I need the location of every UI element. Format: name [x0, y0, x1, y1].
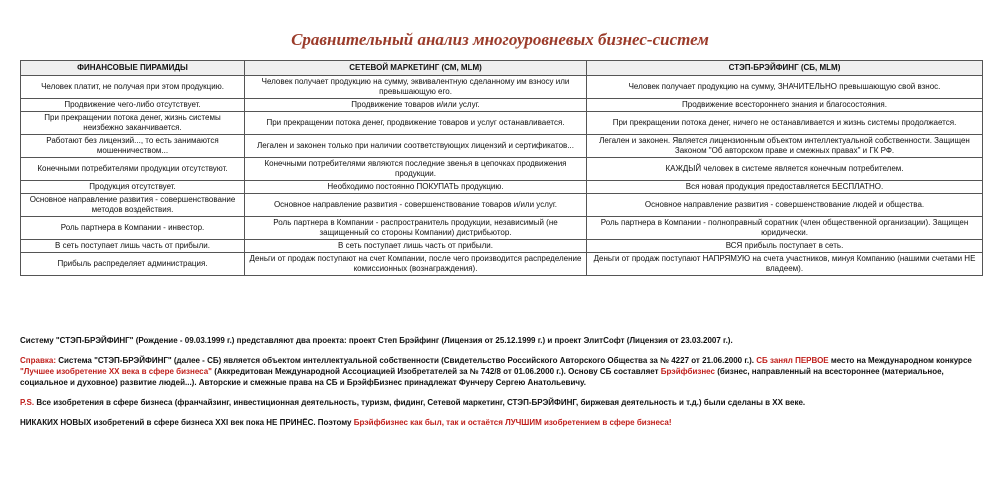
- table-cell: Вся новая продукция предоставляется БЕСПЛАТНО.: [587, 181, 983, 194]
- table-cell: В сеть поступает лишь часть от прибыли.: [21, 240, 245, 253]
- note-paragraph-4: [20, 417, 980, 428]
- header-network-marketing: СЕТЕВОЙ МАРКЕТИНГ (СМ, MLM): [245, 61, 587, 76]
- table-body: [21, 76, 983, 276]
- note-2-part-b: СБ занял ПЕРВОЕ: [756, 356, 829, 365]
- table-row: [21, 135, 983, 158]
- table-cell: Человек получает продукцию на сумму, ЗНАЧИТЕЛЬНО превышающую свой взнос.: [587, 76, 983, 99]
- table-cell: Продукция отсутствует.: [21, 181, 245, 194]
- header-step-braifing: СТЭП-БРЭЙФИНГ (СБ, MLM): [587, 61, 983, 76]
- table-cell: Конечными потребителями продукции отсутствуют.: [21, 158, 245, 181]
- table-cell: Основное направление развития - совершенствование методов воздействия.: [21, 194, 245, 217]
- table-cell: Человек получает продукцию на сумму, эквивалентную сделанному им взносу или превышающую его.: [245, 76, 587, 99]
- table-row: [21, 253, 983, 276]
- table-header-row: [21, 61, 983, 76]
- table-cell: Деньги от продаж поступают НАПРЯМУЮ на счета участников, минуя Компанию (нашими счетами НЕ владеем).: [587, 253, 983, 276]
- note-2-part-d: "Лучшее изобретение XX века в сфере бизнеса": [20, 367, 212, 376]
- table-cell: Роль партнера в Компании - полноправный соратник (член общественной организации). Защищен юридически.: [587, 217, 983, 240]
- table-cell: Легален и законен. Является лицензионным объектом интеллектуальной собственности. Защищен Законом "Об авторском праве и смежных правах" и ГК РФ.: [587, 135, 983, 158]
- note-4-part-a: НИКАКИХ НОВЫХ изобретений в сфере бизнеса XXI век пока НЕ ПРИНЁС. Поэтому: [20, 418, 354, 427]
- table-cell: В сеть поступает лишь часть от прибыли.: [245, 240, 587, 253]
- table-cell: Работают без лицензий..., то есть занимаются мошенничеством...: [21, 135, 245, 158]
- table-row: [21, 112, 983, 135]
- note-2-label: Справка:: [20, 356, 56, 365]
- table-cell: Основное направление развития - совершенствование товаров и/или услуг.: [245, 194, 587, 217]
- table-cell: При прекращении потока денег, ничего не останавливается и жизнь системы продолжается.: [587, 112, 983, 135]
- header-financial-pyramids: ФИНАНСОВЫЕ ПИРАМИДЫ: [21, 61, 245, 76]
- table-row: [21, 194, 983, 217]
- note-2-part-a: Система "СТЭП-БРЭЙФИНГ" (далее - СБ) является объектом интеллектуальной собственности (Свидетельство Российского Авторского Общества за № 4227 от 21.06.2000 г.).: [55, 356, 757, 365]
- note-2-part-e: (Аккредитован Международной Ассоциацией Изобретателей за № 742/8 от 01.06.2000 г.). Основу СБ составляет: [211, 367, 661, 376]
- note-paragraph-1: [20, 335, 980, 346]
- table-cell: Легален и законен только при наличии соответствующих лицензий и сертификатов...: [245, 135, 587, 158]
- table-cell: Продвижение чего-либо отсутствует.: [21, 99, 245, 112]
- note-3-label: P.S.: [20, 398, 35, 407]
- table-row: [21, 158, 983, 181]
- table-cell: При прекращении потока денег, жизнь системы неизбежно заканчивается.: [21, 112, 245, 135]
- table-row: [21, 240, 983, 253]
- page-title: Сравнительный анализ многоуровневых бизнес-систем: [291, 30, 709, 49]
- table-row: [21, 217, 983, 240]
- table-cell: ВСЯ прибыль поступает в сеть.: [587, 240, 983, 253]
- table-cell: КАЖДЫЙ человек в системе является конечным потребителем.: [587, 158, 983, 181]
- note-3-text: Все изобретения в сфере бизнеса (франчайзинг, инвестиционная деятельность, туризм, фидинг, Сетевой маркетинг, СТЭП-БРЭЙФИНГ, биржевая деятельность и т.д.) были сделаны в XX веке.: [34, 398, 806, 407]
- note-paragraph-2: [20, 355, 980, 388]
- table-cell: Человек платит, не получая при этом продукцию.: [21, 76, 245, 99]
- table-cell: Деньги от продаж поступают на счет Компании, после чего производится распределение комиссионных (вознаграждения).: [245, 253, 587, 276]
- note-2-part-f: Брэйфбизнес: [660, 367, 715, 376]
- table-cell: Прибыль распределяет администрация.: [21, 253, 245, 276]
- table-cell: Продвижение товаров и/или услуг.: [245, 99, 587, 112]
- comparison-table: [20, 60, 983, 276]
- table-cell: Конечными потребителями являются последние звенья в цепочках продвижения продукции.: [245, 158, 587, 181]
- notes-section: [20, 335, 980, 437]
- table-cell: Основное направление развития - совершенствование людей и общества.: [587, 194, 983, 217]
- table-cell: Роль партнера в Компании - распространитель продукции, независимый (не защищенный со стороны Компании) дистрибьютор.: [245, 217, 587, 240]
- note-1-text: Систему "СТЭП-БРЭЙФИНГ" (Рождение - 09.03.1999 г.) представляют два проекта: проект Степ Брэйфинг (Лицензия от 25.12.1999 г.) и проект ЭлитСофт (Лицензия от 23.03.2007 г.).: [20, 336, 733, 345]
- note-2-part-g: (бизнес, направленный на всестороннее (материальное, социальное и духовное) развитие людей...). Авторские и смежные права на СБ и БрэйфБизнес принадлежат Фунчеру Сергею Анатольевичу.: [20, 367, 944, 387]
- table-cell: Роль партнера в Компании - инвестор.: [21, 217, 245, 240]
- table-row: [21, 181, 983, 194]
- table-cell: При прекращении потока денег, продвижение товаров и услуг останавливается.: [245, 112, 587, 135]
- table-cell: Необходимо постоянно ПОКУПАТЬ продукцию.: [245, 181, 587, 194]
- table-cell: Продвижение всестороннего знания и благосостояния.: [587, 99, 983, 112]
- note-4-part-b: Брэйфбизнес как был, так и остаётся ЛУЧШИМ изобретением в сфере бизнеса!: [353, 418, 672, 427]
- note-2-part-c: место на Международном конкурсе: [828, 356, 972, 365]
- table-row: [21, 76, 983, 99]
- table-row: [21, 99, 983, 112]
- note-paragraph-3: [20, 397, 980, 408]
